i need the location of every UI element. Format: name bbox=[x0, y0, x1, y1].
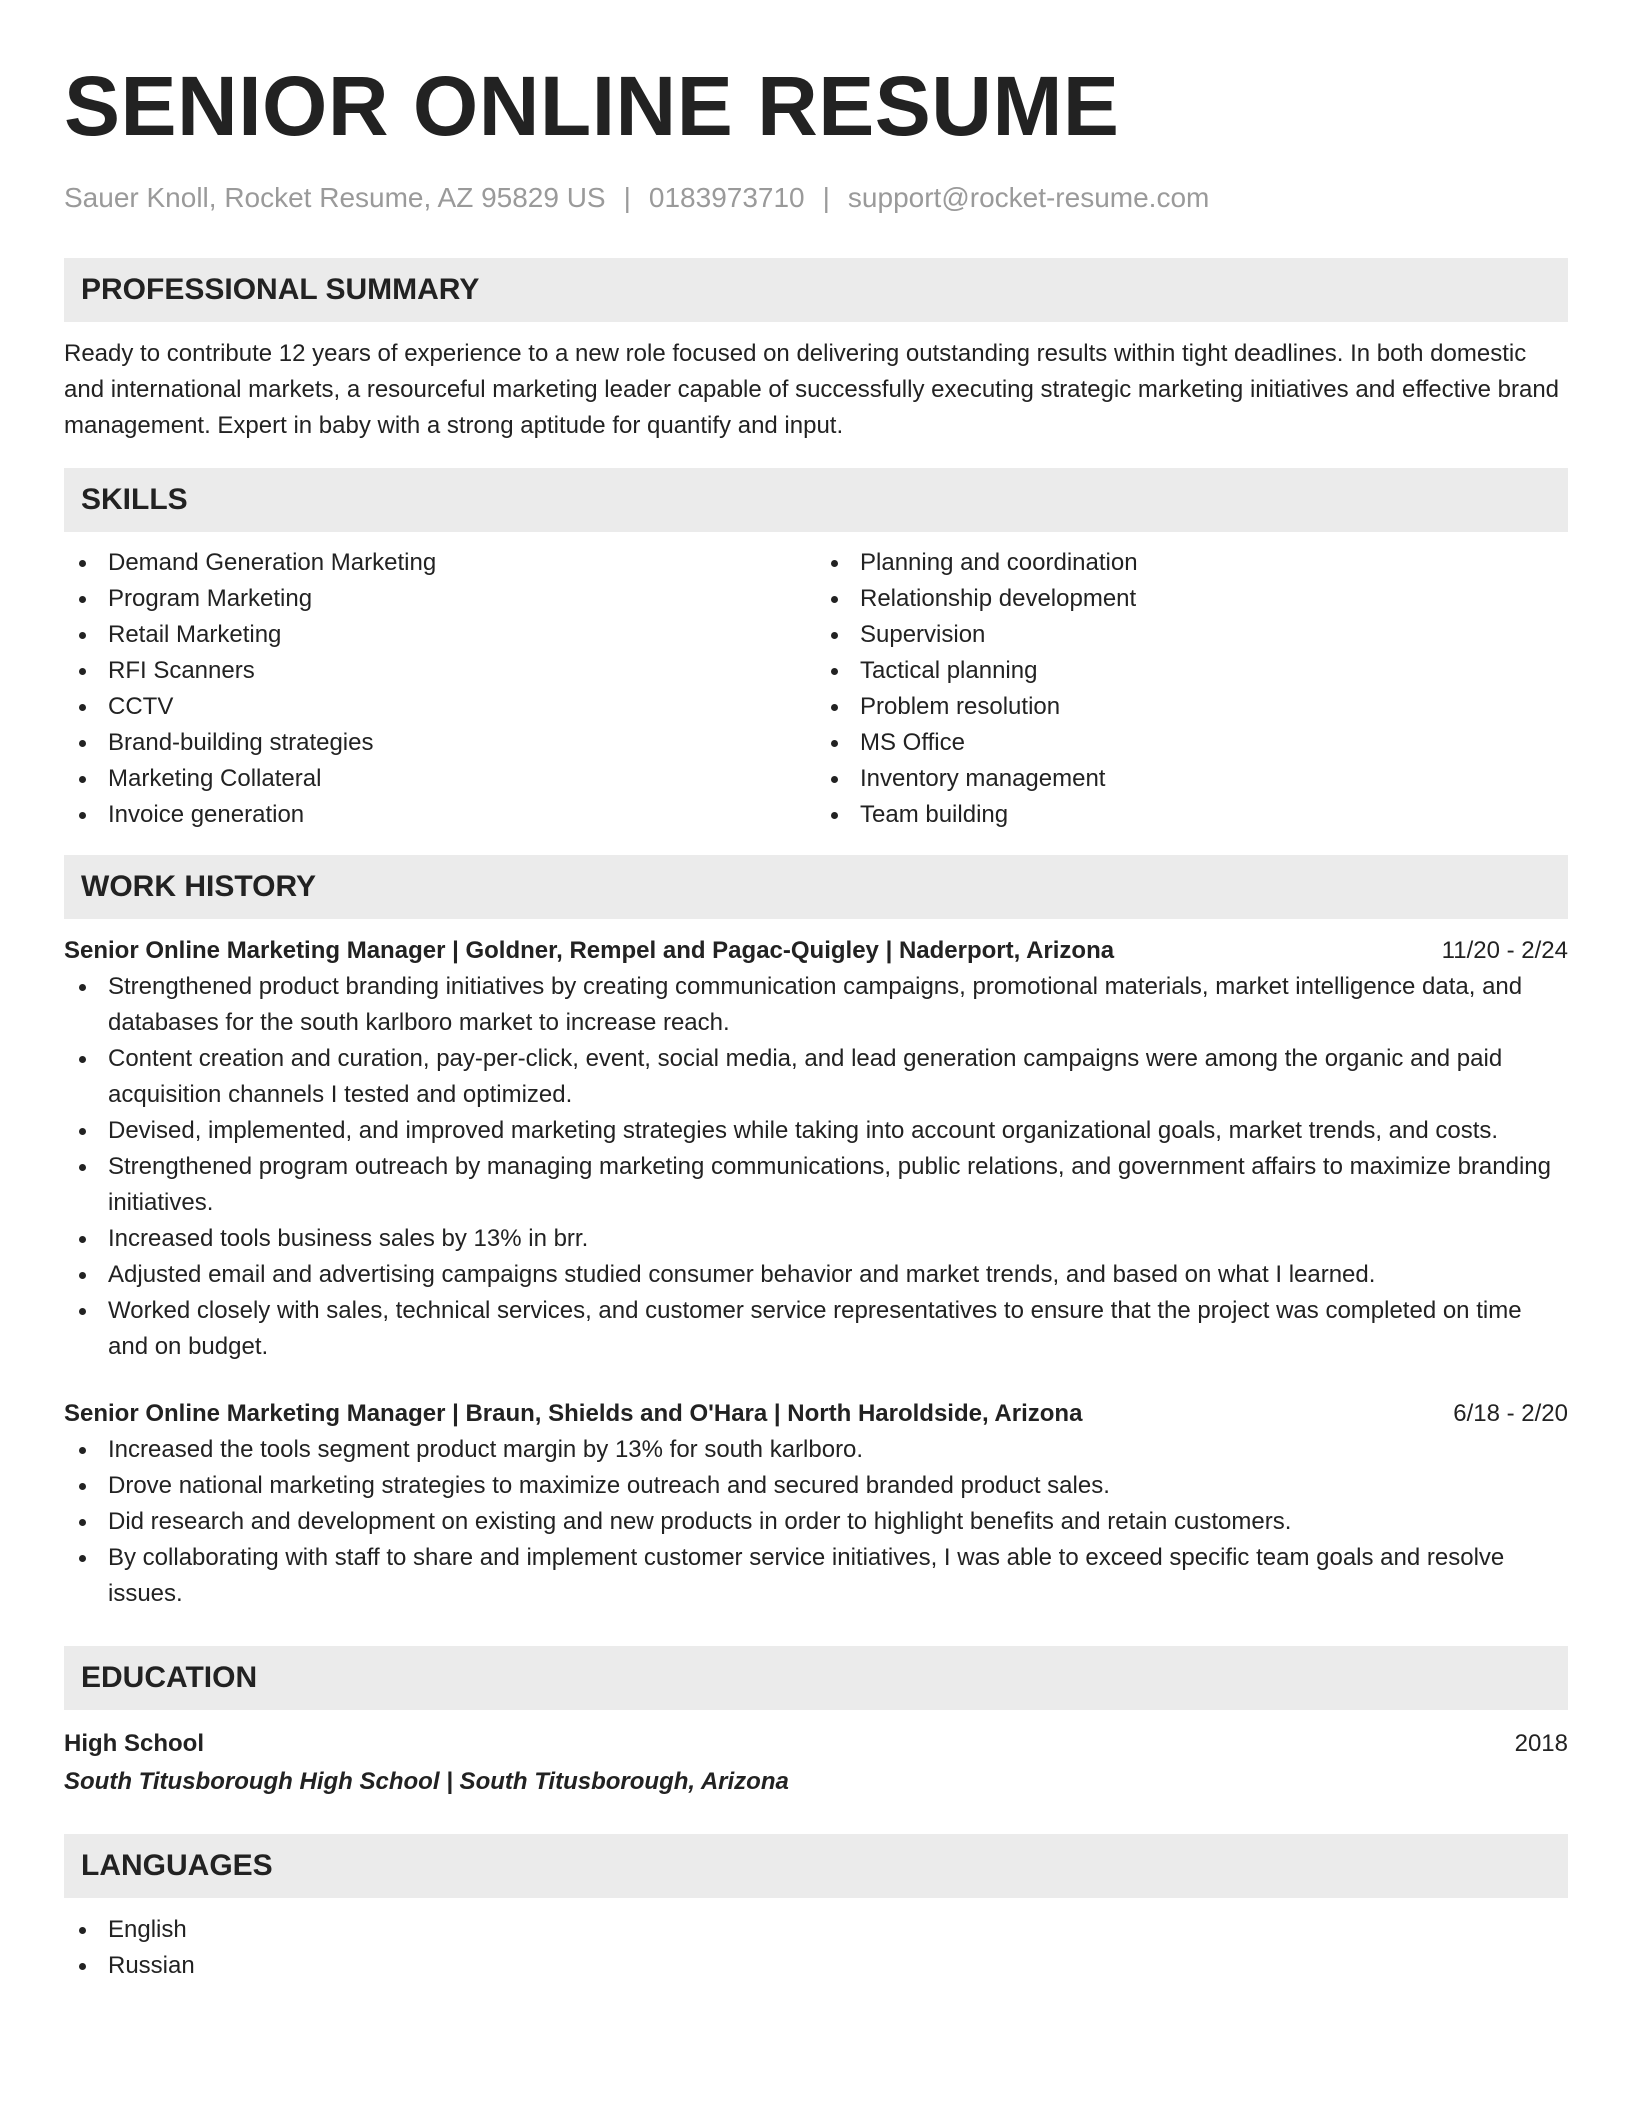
contact-line bbox=[64, 180, 1568, 216]
contact-phone: 0183973710 bbox=[648, 182, 805, 213]
languages-list bbox=[64, 1912, 1568, 1984]
job-bullet: Strengthened program outreach by managing marketing communications, public relations, and government affairs to maximize branding initiatives. bbox=[64, 1149, 1568, 1221]
resume-name: SENIOR ONLINE RESUME bbox=[64, 59, 1120, 153]
skill-item: Planning and coordination bbox=[816, 545, 1568, 581]
contact-email: support@rocket-resume.com bbox=[847, 182, 1210, 213]
section-header-skills: SKILLS bbox=[64, 468, 1568, 532]
job-dates: 11/20 - 2/24 bbox=[1441, 937, 1568, 964]
job-bullet: Increased tools business sales by 13% in brr. bbox=[64, 1221, 1568, 1257]
skill-item: Tactical planning bbox=[816, 653, 1568, 689]
job-bullet: Devised, implemented, and improved marketing strategies while taking into account organizational goals, market trends, and costs. bbox=[64, 1113, 1568, 1149]
job-header bbox=[64, 933, 1568, 969]
job-bullet-list bbox=[64, 969, 1568, 1365]
skill-item: Relationship development bbox=[816, 581, 1568, 617]
skill-item: Supervision bbox=[816, 617, 1568, 653]
language-item: Russian bbox=[64, 1948, 1568, 1984]
skills-list bbox=[64, 545, 1568, 833]
skill-item: Problem resolution bbox=[816, 689, 1568, 725]
skill-item: MS Office bbox=[816, 725, 1568, 761]
job-bullet-list bbox=[64, 1432, 1568, 1612]
skill-item: Team building bbox=[816, 797, 1568, 833]
skill-item: Program Marketing bbox=[64, 581, 816, 617]
job-entry bbox=[64, 933, 1568, 1365]
job-bullet: Increased the tools segment product margin by 13% for south karlboro. bbox=[64, 1432, 1568, 1468]
job-dates: 6/18 - 2/20 bbox=[1453, 1400, 1568, 1427]
contact-address: Sauer Knoll, Rocket Resume, AZ 95829 US bbox=[64, 182, 606, 213]
skill-item: Brand-building strategies bbox=[64, 725, 816, 761]
skill-item: RFI Scanners bbox=[64, 653, 816, 689]
job-title: Senior Online Marketing Manager | Braun, Shields and O'Hara | North Haroldside, Arizona bbox=[64, 1400, 1083, 1427]
job-bullet: Adjusted email and advertising campaigns studied consumer behavior and market trends, and based on what I learned. bbox=[64, 1257, 1568, 1293]
section-header-languages: LANGUAGES bbox=[64, 1834, 1568, 1898]
job-bullet: Did research and development on existing and new products in order to highlight benefits and retain customers. bbox=[64, 1504, 1568, 1540]
job-entry bbox=[64, 1396, 1568, 1612]
language-item: English bbox=[64, 1912, 1568, 1948]
skill-item: Demand Generation Marketing bbox=[64, 545, 816, 581]
contact-separator: | bbox=[822, 182, 830, 213]
skill-item: Invoice generation bbox=[64, 797, 816, 833]
job-title: Senior Online Marketing Manager | Goldner, Rempel and Pagac-Quigley | Naderport, Arizona bbox=[64, 937, 1115, 964]
education-entry bbox=[64, 1726, 1568, 1800]
job-bullet: Drove national marketing strategies to maximize outreach and secured branded product sales. bbox=[64, 1468, 1568, 1504]
education-degree: High School bbox=[64, 1730, 204, 1757]
job-header bbox=[64, 1396, 1568, 1432]
section-header-education: EDUCATION bbox=[64, 1646, 1568, 1710]
skills-column-right bbox=[816, 545, 1568, 833]
skill-item: Retail Marketing bbox=[64, 617, 816, 653]
education-school: South Titusborough High School | South Titusborough, Arizona bbox=[64, 1768, 789, 1795]
job-bullet: Strengthened product branding initiatives by creating communication campaigns, promotional materials, market intelligence data, and databases for the south karlboro market to increase reach. bbox=[64, 969, 1568, 1041]
skill-item: CCTV bbox=[64, 689, 816, 725]
education-year: 2018 bbox=[1514, 1730, 1568, 1757]
education-header bbox=[64, 1726, 1568, 1762]
section-header-work-history: WORK HISTORY bbox=[64, 855, 1568, 919]
section-header-summary: PROFESSIONAL SUMMARY bbox=[64, 258, 1568, 322]
job-bullet: Worked closely with sales, technical services, and customer service representatives to ensure that the project was completed on time and on budget. bbox=[64, 1293, 1568, 1365]
summary-text: Ready to contribute 12 years of experience to a new role focused on delivering outstanding results within tight deadlines. In both domestic and international markets, a resourceful marketing leader capable of successfully executing strategic marketing initiatives and effective brand management. Expert in baby with a strong aptitude for quantify and input. bbox=[64, 340, 1560, 439]
job-bullet: Content creation and curation, pay-per-click, event, social media, and lead generation campaigns were among the organic and paid acquisition channels I tested and optimized. bbox=[64, 1041, 1568, 1113]
contact-separator: | bbox=[623, 182, 631, 213]
skill-item: Marketing Collateral bbox=[64, 761, 816, 797]
skills-column-left bbox=[64, 545, 816, 833]
skill-item: Inventory management bbox=[816, 761, 1568, 797]
job-bullet: By collaborating with staff to share and implement customer service initiatives, I was able to exceed specific team goals and resolve issues. bbox=[64, 1540, 1568, 1612]
